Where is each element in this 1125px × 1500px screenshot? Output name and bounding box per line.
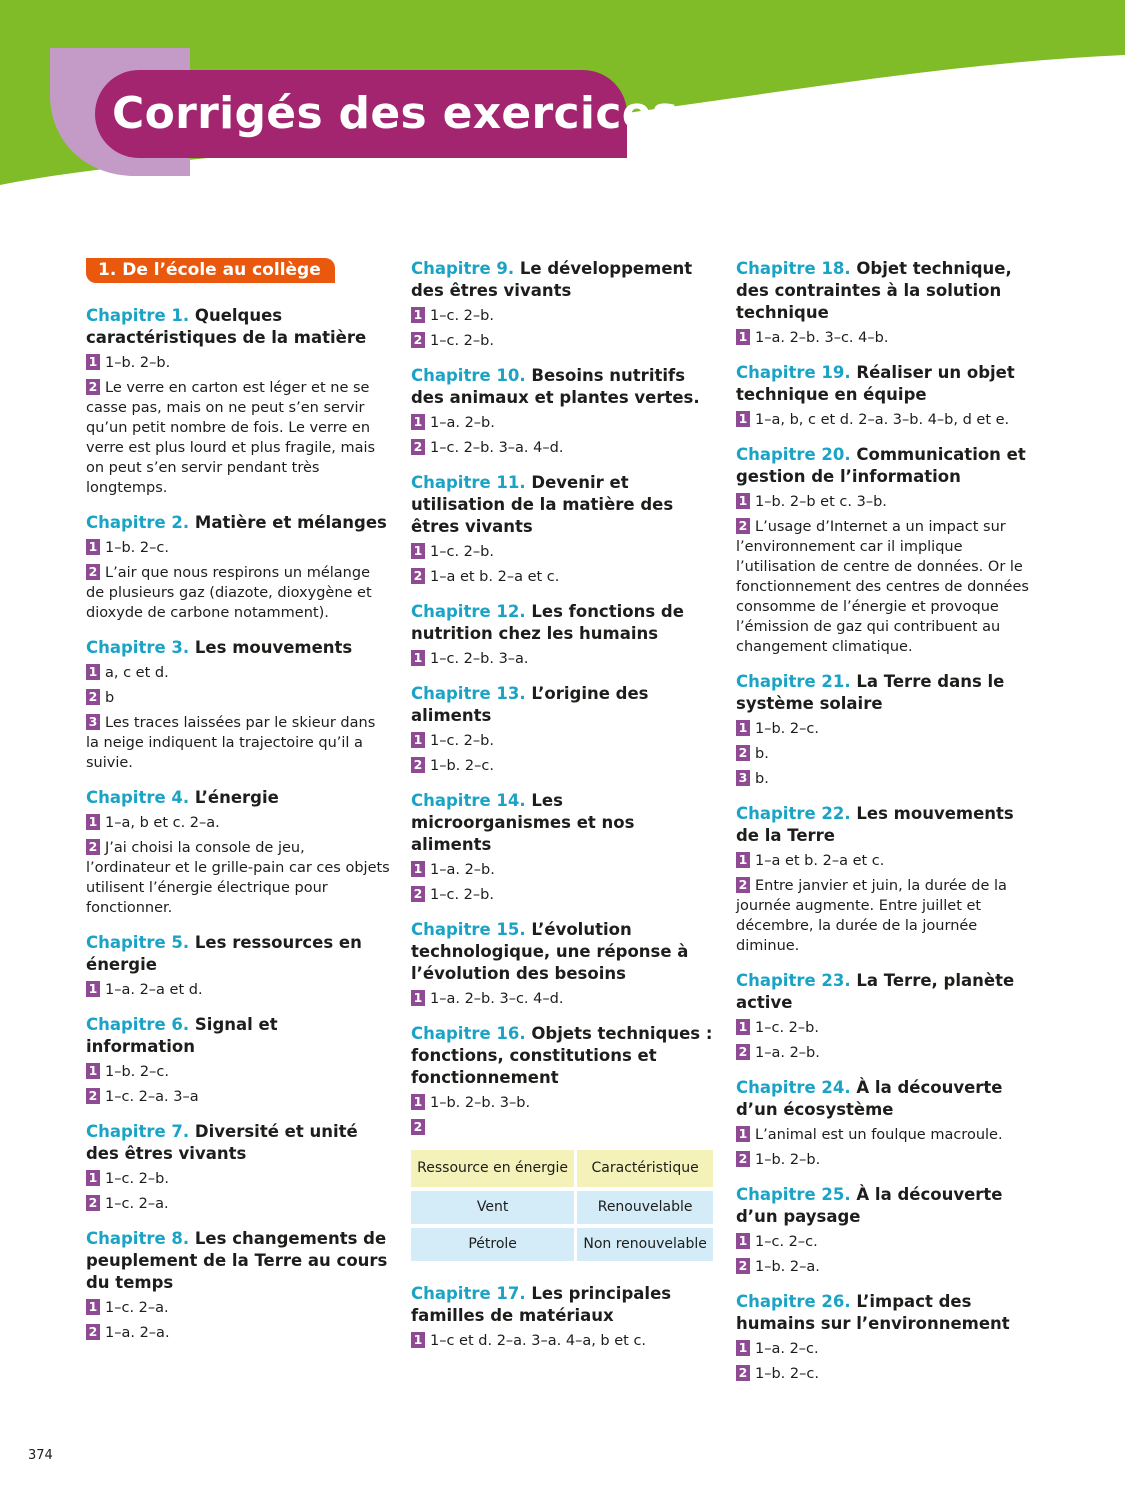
answer (411, 331, 716, 351)
answer-text: L’air que nous respirons un mélange de plusieurs gaz (diazote, dioxygène et dioxyde de carbone notamment). (86, 565, 372, 621)
chapter-1 (86, 305, 391, 498)
chapter-name: Les mouvements de la Terre (736, 804, 1014, 845)
chapter-title (411, 1023, 716, 1089)
chapter-number: Chapitre 26. (736, 1292, 851, 1311)
chapter-name: Les changements de peuplement de la Terre au cours du temps (86, 1229, 388, 1292)
exercise-badge: 1 (86, 981, 100, 997)
chapter-title (86, 512, 391, 534)
exercise-badge: 1 (86, 664, 100, 680)
chapter-26 (736, 1291, 1041, 1384)
chapter-name: L’évolution technologique, une réponse à l’évolution des besoins (411, 920, 689, 983)
chapter-13 (411, 683, 716, 776)
answer-text: L’animal est un foulque macroule. (755, 1127, 1003, 1143)
chapter-title (411, 683, 716, 727)
answer-text: 1–a. 2–b. 3–c. 4–b. (755, 330, 889, 346)
chapter-9 (411, 258, 716, 351)
exercise-badge: 1 (736, 493, 750, 509)
chapter-number: Chapitre 25. (736, 1185, 851, 1204)
chapter-title (411, 365, 716, 409)
answer (736, 517, 1041, 657)
answer-text: a, c et d. (105, 665, 169, 681)
chapter-number: Chapitre 16. (411, 1024, 526, 1043)
chapter-number: Chapitre 4. (86, 788, 190, 807)
exercise-badge: 1 (411, 1094, 425, 1110)
exercise-badge: 1 (736, 411, 750, 427)
exercise-badge: 2 (86, 379, 100, 395)
exercise-badge: 1 (736, 329, 750, 345)
chapter-number: Chapitre 19. (736, 363, 851, 382)
chapter-number: Chapitre 9. (411, 259, 515, 278)
chapter-4 (86, 787, 391, 918)
answer-text: 1–a et b. 2–a et c. (430, 569, 560, 585)
chapter-number: Chapitre 11. (411, 473, 526, 492)
chapter-23 (736, 970, 1041, 1063)
chapter-title (736, 362, 1041, 406)
column-3 (736, 258, 1041, 1398)
chapter-title (736, 803, 1041, 847)
chapter-title (736, 1077, 1041, 1121)
answer (736, 769, 1041, 789)
answer-text: b. (755, 771, 769, 787)
exercise-badge: 2 (86, 1088, 100, 1104)
answer-text: 1–c. 2–b. (430, 308, 494, 324)
chapter-title (411, 472, 716, 538)
answer (736, 492, 1041, 512)
chapter-name: Quelques caractéristiques de la matière (86, 306, 367, 347)
table-cell: Vent (411, 1191, 577, 1224)
answer-text: 1–b. 2–b. (755, 1152, 821, 1168)
table-header-row (411, 1150, 713, 1187)
answer (736, 1125, 1041, 1145)
answer (86, 838, 391, 918)
answer (736, 1232, 1041, 1252)
answer-text: 1–c. 2–b. (430, 887, 494, 903)
answer (736, 1257, 1041, 1277)
answer-text: 1–b. 2–c. (755, 1366, 819, 1382)
answer (411, 567, 716, 587)
chapter-11 (411, 472, 716, 587)
answer-text: 1–a, b et c. 2–a. (105, 815, 220, 831)
chapter-name: Signal et information (86, 1015, 278, 1056)
exercise-badge: 2 (736, 1151, 750, 1167)
chapter-15 (411, 919, 716, 1009)
chapter-number: Chapitre 2. (86, 513, 190, 532)
chapter-name: Matière et mélanges (194, 513, 387, 532)
exercise-badge: 1 (411, 543, 425, 559)
exercise-badge: 2 (86, 689, 100, 705)
answer (411, 649, 716, 669)
answer-text: 1–a, b, c et d. 2–a. 3–b. 4–b, d et e. (755, 412, 1010, 428)
answer-text: 1–c. 2–b. (105, 1171, 169, 1187)
answer (736, 851, 1041, 871)
exercise-badge: 2 (86, 1324, 100, 1340)
chapter-name: L’énergie (194, 788, 279, 807)
exercise-badge: 3 (86, 714, 100, 730)
chapter-name: Le développement des êtres vivants (411, 259, 693, 300)
exercise-badge: 2 (86, 1195, 100, 1211)
exercise-badge: 1 (86, 814, 100, 830)
answer-text: 1–a. 2–b. (430, 415, 495, 431)
exercise-badge: 1 (411, 1332, 425, 1348)
exercise-badge: 2 (736, 745, 750, 761)
exercise-badge: 1 (86, 1299, 100, 1315)
section-label: 1. De l’école au collège (86, 258, 335, 283)
answer-text: Les traces laissées par le skieur dans la neige indiquent la trajectoire qu’il a suivie. (86, 715, 376, 771)
chapter-title (411, 601, 716, 645)
chapter-number: Chapitre 21. (736, 672, 851, 691)
chapter-21 (736, 671, 1041, 789)
answer (411, 1331, 716, 1351)
answer-text: 1–c. 2–b. 3–a. 4–d. (430, 440, 564, 456)
answer-text: b (105, 690, 115, 706)
exercise-badge: 1 (736, 1126, 750, 1142)
table-cell: Non renouvelable (577, 1228, 713, 1261)
answer (736, 1043, 1041, 1063)
answer (736, 1339, 1041, 1359)
exercise-badge: 2 (736, 1365, 750, 1381)
chapter-title (411, 790, 716, 856)
exercise-badge: 2 (411, 757, 425, 773)
chapter-8 (86, 1228, 391, 1343)
chapter-number: Chapitre 10. (411, 366, 526, 385)
chapter-number: Chapitre 18. (736, 259, 851, 278)
answer (411, 731, 716, 751)
answer (411, 756, 716, 776)
exercise-badge: 2 (86, 839, 100, 855)
answer (411, 1093, 716, 1113)
chapter-name: Les microorganismes et nos aliments (411, 791, 635, 854)
answer (736, 328, 1041, 348)
answer (411, 1118, 716, 1138)
answer-text: 1–a. 2–b. (430, 862, 495, 878)
table-cell: Pétrole (411, 1228, 577, 1261)
answer-text: 1–c. 2–a. (105, 1196, 169, 1212)
exercise-badge: 1 (86, 1063, 100, 1079)
answer-text: 1–c. 2–b. (430, 544, 494, 560)
chapter-title (86, 305, 391, 349)
answer (736, 876, 1041, 956)
answer (411, 885, 716, 905)
answer (736, 1018, 1041, 1038)
answer (86, 538, 391, 558)
exercise-badge: 1 (411, 861, 425, 877)
exercise-badge: 1 (736, 1019, 750, 1035)
exercise-badge: 1 (411, 990, 425, 1006)
answer-text: 1–c. 2–b. (755, 1020, 819, 1036)
exercise-badge: 1 (411, 650, 425, 666)
chapter-number: Chapitre 14. (411, 791, 526, 810)
answer (86, 663, 391, 683)
answer-text: 1–a. 2–b. 3–c. 4–d. (430, 991, 564, 1007)
answer-text: 1–c. 2–a. 3–a (105, 1089, 199, 1105)
chapter-19 (736, 362, 1041, 430)
chapter-title (411, 1283, 716, 1327)
chapter-2 (86, 512, 391, 623)
exercise-badge: 1 (86, 354, 100, 370)
answer (736, 719, 1041, 739)
answer-text: 1–a. 2–b. (755, 1045, 820, 1061)
exercise-badge: 2 (736, 1258, 750, 1274)
answer (86, 688, 391, 708)
chapter-name: Communication et gestion de l’information (736, 445, 1026, 486)
chapter-title (86, 932, 391, 976)
chapter-number: Chapitre 23. (736, 971, 851, 990)
exercise-badge: 1 (86, 1170, 100, 1186)
table-row (411, 1228, 713, 1261)
answer-text: 1–a. 2–a. (105, 1325, 170, 1341)
answer-text: 1–b. 2–b. 3–b. (430, 1095, 531, 1111)
answer (86, 1323, 391, 1343)
chapter-title (86, 787, 391, 809)
chapter-16 (411, 1023, 716, 1265)
answer-text: 1–c. 2–b. (430, 733, 494, 749)
chapter-12 (411, 601, 716, 669)
chapter-name: Objet technique, des contraintes à la solution technique (736, 259, 1012, 322)
answer (411, 306, 716, 326)
answer-text: 1–c. 2–b. (430, 333, 494, 349)
chapter-10 (411, 365, 716, 458)
exercise-badge: 1 (736, 852, 750, 868)
chapter-name: L’impact des humains sur l’environnement (736, 1292, 1010, 1333)
column-2 (411, 258, 716, 1365)
exercise-badge: 2 (411, 439, 425, 455)
answer-text: 1–b. 2–c. (430, 758, 494, 774)
chapter-25 (736, 1184, 1041, 1277)
answer-text: 1–b. 2–a. (755, 1259, 820, 1275)
answer-text: Le verre en carton est léger et ne se casse pas, mais on ne peut s’en servir qu’un petit nombre de fois. Le verre en verre est plus lourd et plus fragile, mais on peut s’en servir pendant très longtemps. (86, 380, 376, 496)
chapter-22 (736, 803, 1041, 956)
chapter-title (86, 1121, 391, 1165)
chapter-title (411, 258, 716, 302)
answer (736, 1364, 1041, 1384)
answer-text: 1–b. 2–c. (755, 721, 819, 737)
chapter-title (736, 671, 1041, 715)
chapter-14 (411, 790, 716, 905)
chapter-name: Les ressources en énergie (86, 933, 362, 974)
chapter-name: La Terre dans le système solaire (736, 672, 1005, 713)
exercise-badge: 2 (411, 886, 425, 902)
exercise-badge: 1 (86, 539, 100, 555)
page-number: 374 (28, 1448, 53, 1463)
answer-text: Entre janvier et juin, la durée de la journée augmente. Entre juillet et décembre, la durée de la journée diminue. (736, 878, 1007, 954)
exercise-badge: 1 (736, 1233, 750, 1249)
answer (736, 410, 1041, 430)
chapter-name: Besoins nutritifs des animaux et plantes vertes. (411, 366, 700, 407)
answer (86, 1169, 391, 1189)
chapter-number: Chapitre 6. (86, 1015, 190, 1034)
chapter-18 (736, 258, 1041, 348)
chapter-name: Objets techniques : fonctions, constitutions et fonctionnement (411, 1024, 713, 1087)
chapter-name: Diversité et unité des êtres vivants (86, 1122, 358, 1163)
answer-text: 1–b. 2–c. (105, 540, 169, 556)
chapter-number: Chapitre 15. (411, 920, 526, 939)
chapter-5 (86, 932, 391, 1000)
chapter-name: À la découverte d’un paysage (736, 1185, 1003, 1226)
chapter-20 (736, 444, 1041, 657)
chapter-name: Les fonctions de nutrition chez les humains (411, 602, 684, 643)
chapter-title (736, 444, 1041, 488)
exercise-badge: 2 (411, 332, 425, 348)
answer (86, 563, 391, 623)
chapter-name: L’origine des aliments (411, 684, 649, 725)
answer (411, 860, 716, 880)
table-cell: Renouvelable (577, 1191, 713, 1224)
answer (86, 353, 391, 373)
answer (411, 989, 716, 1009)
answer-text: b. (755, 746, 769, 762)
answer-text: 1–a. 2–c. (755, 1341, 819, 1357)
chapter-title (411, 919, 716, 985)
chapter-title (86, 1014, 391, 1058)
exercise-badge: 1 (736, 720, 750, 736)
answer-text: J’ai choisi la console de jeu, l’ordinateur et le grille-pain car ces objets utilisent l’énergie électrique pour fonctionner. (86, 840, 390, 916)
chapter-number: Chapitre 8. (86, 1229, 190, 1248)
chapter-number: Chapitre 13. (411, 684, 526, 703)
column-1 (86, 258, 391, 1357)
chapter-title (736, 258, 1041, 324)
answer-text: 1–c et d. 2–a. 3–a. 4–a, b et c. (430, 1333, 647, 1349)
answer (86, 1194, 391, 1214)
answer (86, 1298, 391, 1318)
chapter-name: Les mouvements (194, 638, 353, 657)
chapter-6 (86, 1014, 391, 1107)
answer (86, 1062, 391, 1082)
chapter-name: À la découverte d’un écosystème (736, 1078, 1003, 1119)
exercise-badge: 2 (86, 564, 100, 580)
chapter-name: Réaliser un objet technique en équipe (736, 363, 1015, 404)
chapter-title (736, 1291, 1041, 1335)
answer (736, 744, 1041, 764)
answer-text: 1–c. 2–a. (105, 1300, 169, 1316)
chapter-24 (736, 1077, 1041, 1170)
answer-text: 1–b. 2–b. (105, 355, 171, 371)
exercise-badge: 2 (411, 568, 425, 584)
answer (86, 1087, 391, 1107)
answer (736, 1150, 1041, 1170)
chapter-number: Chapitre 12. (411, 602, 526, 621)
exercise-badge: 1 (411, 414, 425, 430)
chapter-17 (411, 1283, 716, 1351)
table-row (411, 1191, 713, 1224)
answer-text: 1–c. 2–c. (755, 1234, 818, 1250)
chapter-number: Chapitre 7. (86, 1122, 190, 1141)
chapter-title (86, 1228, 391, 1294)
answer (86, 378, 391, 498)
answer (86, 813, 391, 833)
answer-text: 1–b. 2–c. (105, 1064, 169, 1080)
chapter-title (86, 637, 391, 659)
table-header: Ressource en énergie (411, 1150, 577, 1187)
chapter-name: Devenir et utilisation de la matière des êtres vivants (411, 473, 674, 536)
chapter-number: Chapitre 17. (411, 1284, 526, 1303)
answer (411, 542, 716, 562)
answer-text: 1–a et b. 2–a et c. (755, 853, 885, 869)
chapter-number: Chapitre 3. (86, 638, 190, 657)
page-title: Corrigés des exercices (112, 88, 679, 139)
chapter-name: Les principales familles de matériaux (411, 1284, 672, 1325)
chapter-3 (86, 637, 391, 773)
chapter-number: Chapitre 5. (86, 933, 190, 952)
chapter-7 (86, 1121, 391, 1214)
exercise-badge: 2 (736, 1044, 750, 1060)
answer (86, 713, 391, 773)
exercise-badge: 1 (411, 307, 425, 323)
answer-text: 1–a. 2–a et d. (105, 982, 203, 998)
chapter-number: Chapitre 24. (736, 1078, 851, 1097)
exercise-badge: 2 (411, 1119, 425, 1135)
chapter-title (736, 1184, 1041, 1228)
answer-text: 1–b. 2–b et c. 3–b. (755, 494, 887, 510)
answer (411, 413, 716, 433)
answer (86, 980, 391, 1000)
chapter-number: Chapitre 1. (86, 306, 190, 325)
chapter-title (736, 970, 1041, 1014)
table-header: Caractéristique (577, 1150, 713, 1187)
exercise-badge: 1 (736, 1340, 750, 1356)
exercise-badge: 2 (736, 518, 750, 534)
answer-text: 1–c. 2–b. 3–a. (430, 651, 529, 667)
answer (411, 438, 716, 458)
chapter-number: Chapitre 22. (736, 804, 851, 823)
chapter-name: La Terre, planète active (736, 971, 1015, 1012)
exercise-badge: 1 (411, 732, 425, 748)
exercise-badge: 3 (736, 770, 750, 786)
energy-resources-table (411, 1146, 713, 1265)
chapter-number: Chapitre 20. (736, 445, 851, 464)
exercise-badge: 2 (736, 877, 750, 893)
answer-text: L’usage d’Internet a un impact sur l’environnement car il implique l’utilisation de centre de données. Or le fonctionnement des centres de données consomme de l’énergie et provoque l’émission de gaz qui contribuent au changement climatique. (736, 519, 1029, 655)
